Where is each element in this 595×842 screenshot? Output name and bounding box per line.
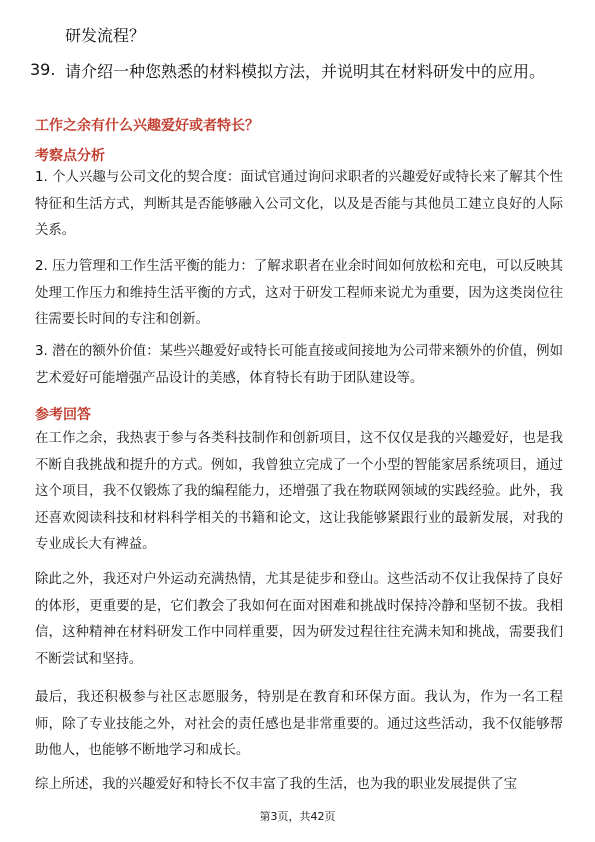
page-footer: 第3页，共42页 — [259, 810, 336, 823]
analysis-item-2: 2. 压力管理和工作生活平衡的能力：了解求职者在业余时间如何放松和充电，可以反映其处理工作压力和维持生活平衡的方式，这对于研发工程师来说尤为重要，因为这类岗位往往需要长时间的专注和创新。 — [35, 259, 563, 328]
answer-paragraph-1: 在工作之余，我热衷于参与各类科技制作和创新项目，这不仅仅是我的兴趣爱好，也是我不断自我挑战和提升的方式。例如，我曾独立完成了一个小型的智能家居系统项目，通过这个项目，我不仅锻炼了我的编程能力，还增强了我在物联网领域的实践经验。此外，我还喜欢阅读科技和材料科学相关的书籍和论文，这让我能够紧跟行业的最新发展，对我的专业成长大有裨益。 — [35, 431, 563, 553]
answer-paragraph-3: 最后，我还积极参与社区志愿服务，特别是在教育和环保方面。我认为，作为一名工程师，除了专业技能之外，对社会的责任感也是非常重要的。通过这些活动，我不仅能够帮助他人，也能够不断地学习和成长。 — [35, 690, 563, 759]
analysis-item-3: 3. 潜在的额外价值：某些兴趣爱好或特长可能直接或间接地为公司带来额外的价值，例如艺术爱好可能增强产品设计的美感，体育特长有助于团队建设等。 — [35, 344, 563, 386]
answer-paragraph-4: 综上所述，我的兴趣爱好和特长不仅丰富了我的生活，也为我的职业发展提供了宝 — [35, 777, 518, 792]
analysis-item-1: 1. 个人兴趣与公司文化的契合度：面试官通过询问求职者的兴趣爱好或特长来了解其个性特征和生活方式，判断其是否能够融入公司文化，以及是否能与其他员工建立良好的人际关系。 — [35, 170, 563, 239]
answer-heading: 参考回答 — [35, 407, 91, 423]
answer-paragraph-2: 除此之外，我还对户外运动充满热情，尤其是徒步和登山。这些活动不仅让我保持了良好的体形，更重要的是，它们教会了我如何在面对困难和挑战时保持冷静和坚韧不拔。我相信，这种精神在材料研发工作中同样重要，因为研发过程往往充满未知和挑战，需要我们不断尝试和坚持。 — [35, 572, 563, 667]
analysis-heading: 考察点分析 — [35, 148, 105, 164]
question-number: 39. — [30, 60, 56, 79]
section-title: 工作之余有什么兴趣爱好或者特长？ — [35, 118, 259, 134]
previous-question-fragment: 研发流程？ — [65, 26, 146, 45]
question-text: 请介绍一种您熟悉的材料模拟方法，并说明其在材料研发中的应用。 — [65, 62, 546, 81]
